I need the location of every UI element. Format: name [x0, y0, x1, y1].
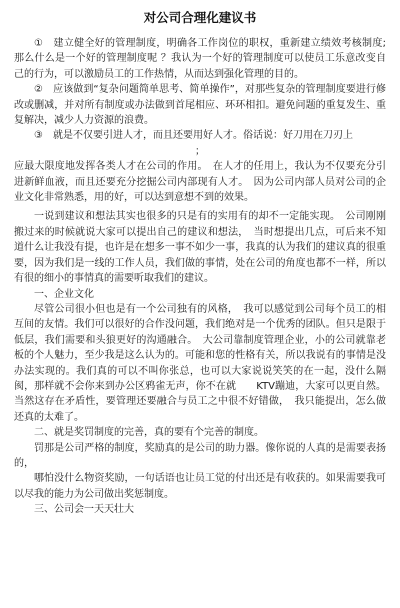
section-heading-rewards: 二、就是奖罚制度的完善，真的要有个完善的制度。 [34, 427, 264, 439]
paragraph-culture: 尽管公司很小但也是有一个公司独有的风格， 我可以感觉到公司每个员工的相互间的友情。我们可以很好的合作没问题，我们绝对是一个优秀的团队。但只是限于低层，我们需要和头狼更好的沟通融合。 大公司靠制度管理企业，小的公司就靠老板的个人魅力，至少我是这么认为的。可能和您的性格有关，所以我说有的事情是没办法实现的。我们真的可以不叫你张总，也可以大家说说笑笑的在一起，没什么隔阂，那样就不会你来到办公区鸦雀无声，你不在就 KTV蹦迪，大家可以更自然。当然这存在矛盾性，要管理还要融合与员工之中很不好错做， 我只能提出，怎么做还真的太难了。 [14, 303, 386, 423]
paragraph-rewards: 罚那是公司严格的制度，奖励真的是公司的助力器。像你说的人真的是需要表扬的， [14, 442, 386, 469]
paragraph-talent: 应最大限度地发挥各类人才在公司的作用。 在人才的任用上，我认为不仅要充分引进新鲜血液，而且还要充分挖掘公司内部现有人才。 因为公司内部人员对公司的企业文化非常熟悉，用的好，可以达到意想不到的效果。 [14, 161, 386, 204]
paragraph-rewards-2: 哪怕没什么物资奖励，一句话语也让员工觉的付出还是有收获的。如果需要我可以尽我的能力为公司做出奖惩制度。 [14, 473, 386, 500]
section-heading-growth: 三、公司会一天天壮大 [34, 504, 134, 516]
paragraph-suggestion-1: ① 建立健全好的管理制度，明确各工作岗位的职权，重新建立绩效考核制度;那么什么是一个好的管理制度呢 ？我认为一个好的管理制度可以使员工乐意改变自己的行为，可以激励员工的工作热情，从而达到强化管理的目的。 [14, 38, 386, 80]
document-title: 对公司合理化建议书 [143, 10, 257, 25]
paragraph-suggestion-2: ② 应该做到“复杂问题简单思考、简单操作”，对那些复杂的管理制度要进行修改或删减，并对所有制度或办法做到首尾相应、环环相扣。避免问题的重复发生、重复解决，减少人力资源的浪费。 [14, 84, 386, 127]
paragraph-ideas: 一说到建议和想法其实也很多的只是有的实用有的却不一定能实现。 公司刚刚搬过来的时候就说大家可以提出自己的建议和想法， 当时想提出几点，可后来不知道什么让我没有提，也许是在想多一事不如少一事，我真的认为我们的建议真的很重要，因为我们是一线的工作人员，我们做的事情，处在公司的角度也都不一样，所以有很的细小的事情真的需要听取我们的建议。 [14, 211, 386, 285]
paragraph-suggestion-3: ③ 就是不仅要引进人才，而且还要用好人才。俗话说：好刀用在刀刃上 [34, 130, 353, 142]
section-heading-culture: 一、企业文化 [34, 288, 94, 300]
paragraph-semicolon: ； [195, 145, 205, 157]
